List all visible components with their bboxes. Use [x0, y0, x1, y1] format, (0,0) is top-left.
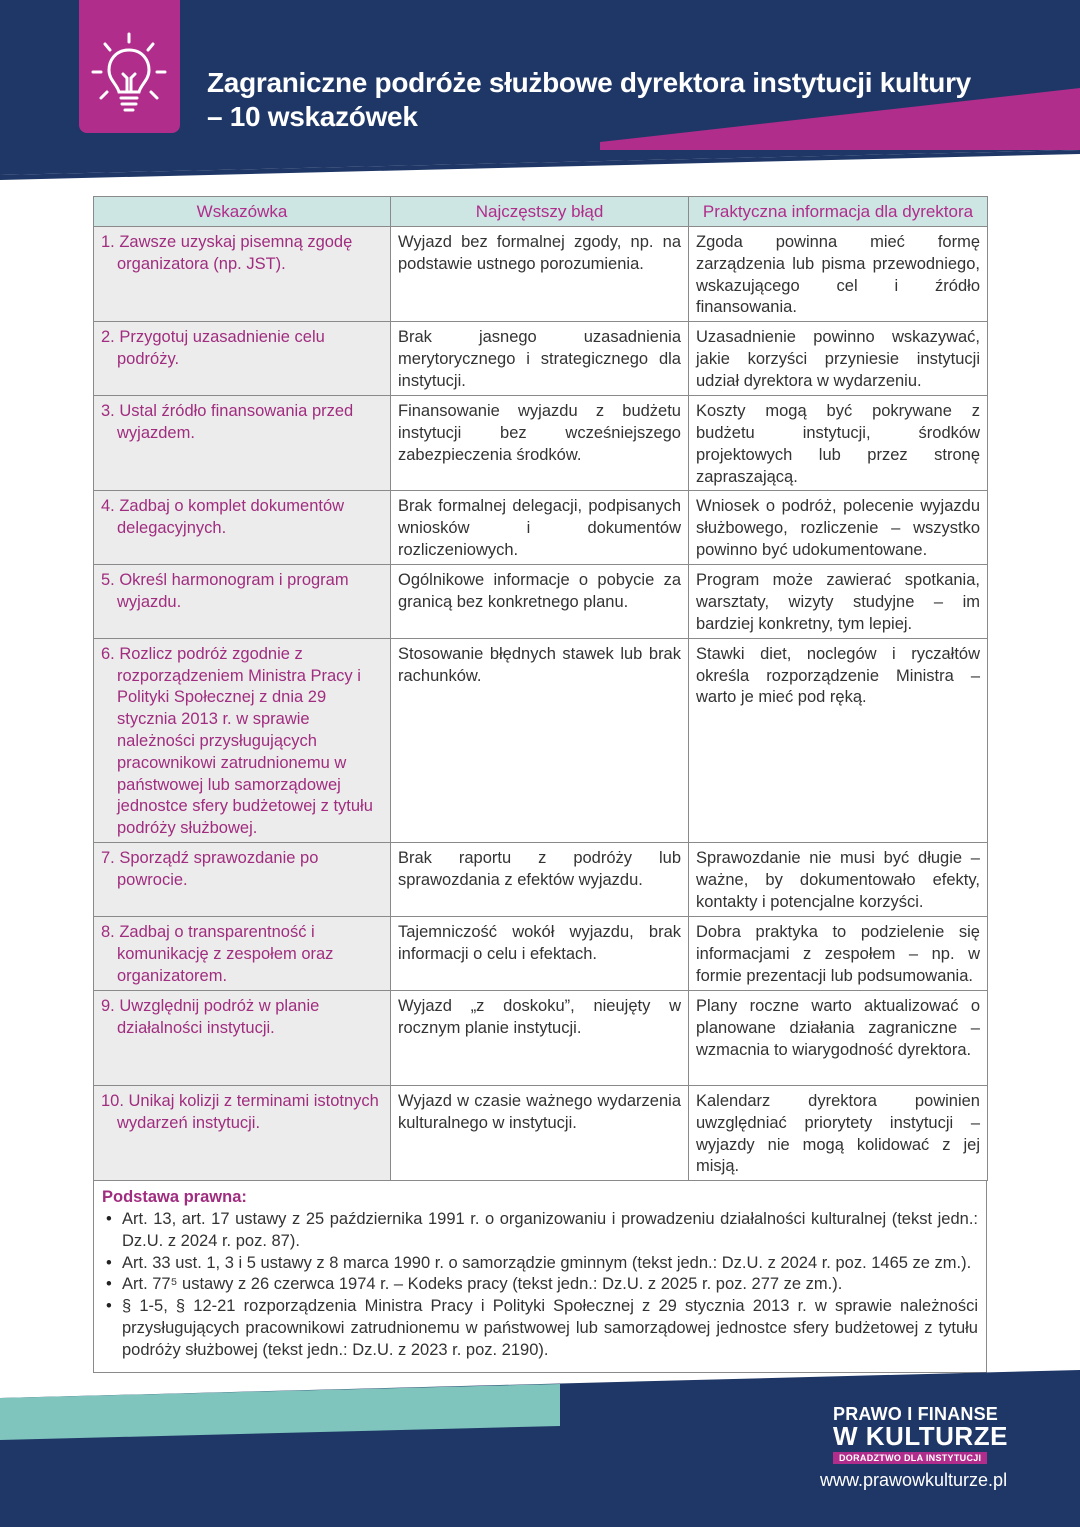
info-cell: Stawki diet, noclegów i ryczałtów określa rozporządzenie Ministra – warto je mieć pod ręką. [689, 638, 988, 842]
tips-table-container [93, 196, 987, 1373]
table-row [94, 322, 988, 396]
info-cell: Zgoda powinna mieć formę zarządzenia lub pisma przewodniego, wskazującego cel i źródło finansowania. [689, 227, 988, 322]
icon-badge [79, 0, 180, 133]
info-cell: Program może zawierać spotkania, warsztaty, wizyty studyjne – im bardziej konkretny, tym lepiej. [689, 565, 988, 638]
tip-cell: 7. Sporządź sprawozdanie po powrocie. [94, 842, 391, 916]
error-cell: Wyjazd w czasie ważnego wydarzenia kulturalnego w instytucji. [391, 1085, 689, 1180]
error-cell: Finansowanie wyjazdu z budżetu instytucji bez wcześniejszego zabezpieczenia środków. [391, 396, 689, 491]
error-cell: Tajemniczość wokół wyjazdu, brak informacji o celu i efektach. [391, 916, 689, 990]
website-link[interactable]: www.prawowkulturze.pl [820, 1470, 1008, 1490]
legal-basis-item: • § 1-5, § 12-21 rozporządzenia Ministra Pracy i Polityki Społecznej z 29 stycznia 2013 r. w sprawie należności przysługujących pracownikowi zatrudnionemu w państwowej lub samorządowej jednostce sfery budżetowej z tytułu podróży służbowej (tekst jedn.: Dz.U. z 2023 r. poz. 2190). [102, 1296, 978, 1361]
brand-name-line-1: PRAWO I FINANSE [833, 1404, 999, 1424]
tip-cell: 9. Uwzględnij podróż w planie działalności instytucji. [94, 990, 391, 1085]
page-header [0, 0, 1080, 180]
error-cell: Wyjazd „z doskoku”, nieujęty w rocznym planie instytucji. [391, 990, 689, 1085]
lightbulb-icon [79, 28, 180, 118]
page-title [207, 66, 1027, 134]
column-header-info: Praktyczna informacja dla dyrektora [689, 197, 988, 227]
error-cell: Ogólnikowe informacje o pobycie za granicą bez konkretnego planu. [391, 565, 689, 638]
info-cell: Kalendarz dyrektora powinien uwzględniać priorytety instytucji – wyjazdy nie mogą kolidować z jej misją. [689, 1085, 988, 1180]
tip-cell: 8. Zadbaj o transparentność i komunikację z zespołem oraz organizatorem. [94, 916, 391, 990]
table-row [94, 990, 988, 1085]
error-cell: Brak raportu z podróży lub sprawozdania z efektów wyjazdu. [391, 842, 689, 916]
table-row [94, 1085, 988, 1180]
title-line-1: Zagraniczne podróże służbowe dyrektora instytucji kultury [207, 67, 971, 98]
brand-name-line-2: W KULTURZE [833, 1421, 1008, 1451]
tip-cell: 10. Unikaj kolizji z terminami istotnych wydarzeń instytucji. [94, 1085, 391, 1180]
table-row [94, 842, 988, 916]
legal-basis-title: Podstawa prawna: [102, 1188, 247, 1207]
table-row [94, 638, 988, 842]
error-cell: Stosowanie błędnych stawek lub brak rachunków. [391, 638, 689, 842]
table-row [94, 491, 988, 565]
tip-cell: 1. Zawsze uzyskaj pisemną zgodę organizatora (np. JST). [94, 227, 391, 322]
table-row [94, 396, 988, 491]
tip-cell: 6. Rozlicz podróż zgodnie z rozporządzeniem Ministra Pracy i Polityki Społecznej z dnia 29 stycznia 2013 r. w sprawie należności przysługujących pracownikowi zatrudnionemu w państwowej lub samorządowej jednostce sfery budżetowej z tytułu podróży służbowej. [94, 638, 391, 842]
title-line-2: – 10 wskazówek [207, 101, 418, 132]
tip-cell: 4. Zadbaj o komplet dokumentów delegacyjnych. [94, 491, 391, 565]
tips-table [93, 196, 988, 1181]
tip-cell: 3. Ustal źródło finansowania przed wyjazdem. [94, 396, 391, 491]
column-header-error: Najczęstszy błąd [391, 197, 689, 227]
brand-logo [833, 1404, 1008, 1466]
tip-cell: 2. Przygotuj uzasadnienie celu podróży. [94, 322, 391, 396]
info-cell: Wniosek o podróż, polecenie wyjazdu służbowego, rozliczenie – wszystko powinno być udokumentowane. [689, 491, 988, 565]
legal-basis [93, 1181, 987, 1372]
table-row [94, 916, 988, 990]
error-cell: Wyjazd bez formalnej zgody, np. na podstawie ustnego porozumienia. [391, 227, 689, 322]
legal-basis-list [102, 1209, 978, 1362]
column-header-tip: Wskazówka [94, 197, 391, 227]
legal-basis-item: • Art. 13, art. 17 ustawy z 25 października 1991 r. o organizowaniu i prowadzeniu działalności kulturalnej (tekst jedn.: Dz.U. z 2024 r. poz. 87). [102, 1209, 978, 1253]
info-cell: Plany roczne warto aktualizować o planowane działania zagraniczne – wzmacnia to wiarygodność dyrektora. [689, 990, 988, 1085]
table-header-row [94, 197, 988, 227]
error-cell: Brak jasnego uzasadnienia merytorycznego i strategicznego dla instytucji. [391, 322, 689, 396]
info-cell: Dobra praktyka to podzielenie się informacjami z zespołem – np. w formie prezentacji lub podsumowania. [689, 916, 988, 990]
table-row [94, 565, 988, 638]
info-cell: Koszty mogą być pokrywane z budżetu instytucji, środków projektowych lub przez stronę zapraszającą. [689, 396, 988, 491]
legal-basis-item: • Art. 33 ust. 1, 3 i 5 ustawy z 8 marca 1990 r. o samorządzie gminnym (tekst jedn.: Dz.U. z 2024 r. poz. 1465 ze zm.). [102, 1253, 978, 1275]
info-cell: Sprawozdanie nie musi być długie – ważne, by dokumentowało efekty, kontakty i potencjalne korzyści. [689, 842, 988, 916]
info-cell: Uzasadnienie powinno wskazywać, jakie korzyści przyniesie instytucji udział dyrektora w wydarzeniu. [689, 322, 988, 396]
brand-tagline: DORADZTWO DLA INSTYTUCJI [833, 1452, 987, 1464]
tip-cell: 5. Określ harmonogram i program wyjazdu. [94, 565, 391, 638]
legal-basis-item: • Art. 77⁵ ustawy z 26 czerwca 1974 r. – Kodeks pracy (tekst jedn.: Dz.U. z 2025 r. poz. 277 ze zm.). [102, 1274, 978, 1296]
error-cell: Brak formalnej delegacji, podpisanych wniosków i dokumentów rozliczeniowych. [391, 491, 689, 565]
table-row [94, 227, 988, 322]
